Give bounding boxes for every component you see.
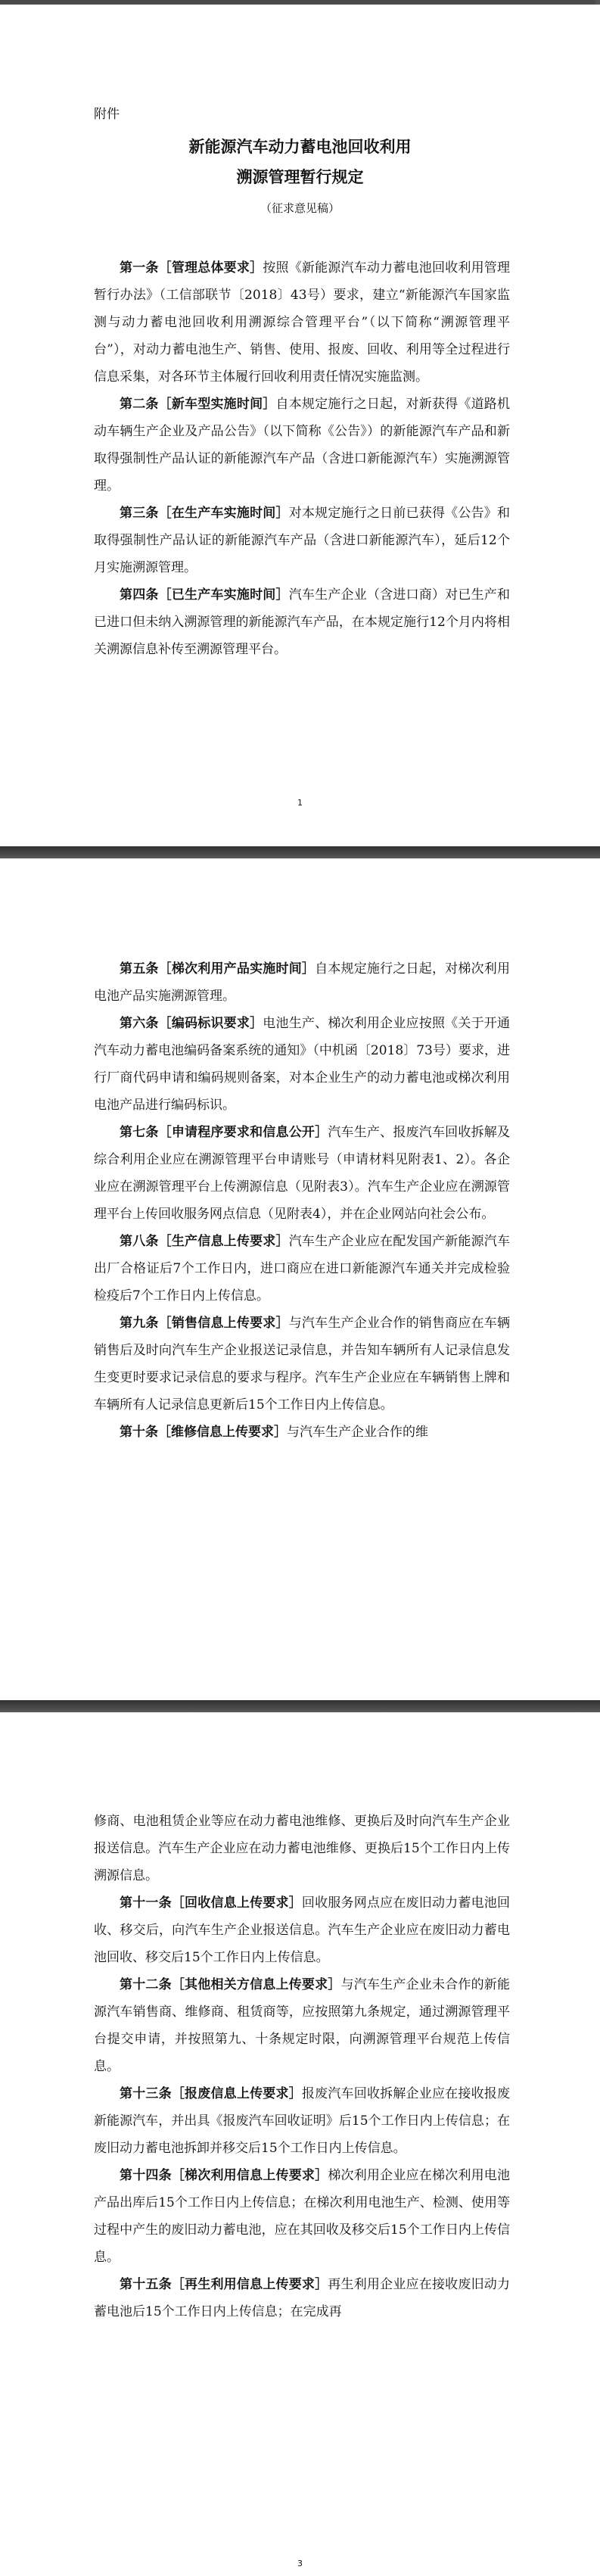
draft-note: （征求意见稿） xyxy=(260,201,340,215)
article-11-text: 回收服务网点应在废旧动力蓄电池回收、移交后，向汽车生产企业报送信息。汽车生产企业应在废旧动力蓄电池回收、移交后15个工作日内上传信息。 xyxy=(94,1895,511,1965)
article-12-head: 第十二条［其他相关方信息上传要求］ xyxy=(120,1977,341,1992)
article-15-head: 第十五条［再生利用信息上传要求］ xyxy=(120,2277,328,2292)
article-1-text: 按照《新能源汽车动力蓄电池回收利用管理暂行办法》（工信部联节〔2018〕43号）要求，建立“新能源汽车国家监测与动力蓄电池回收利用溯源综合管理平台”（以下简称“溯源管理平台”），对动力蓄电池生产、销售、使用、报废、回收、利用等全过程进行信息采集，对各环节主体履行回收利用责任情况实施监测。 xyxy=(94,260,511,385)
document-page-1 xyxy=(0,5,600,846)
article-10-continued: 修商、电池租赁企业等应在动力蓄电池维修、更换后及时向汽车生产企业报送信息。汽车生产企业应在动力蓄电池维修、更换后15个工作日内上传溯源信息。 xyxy=(94,1814,510,1883)
article-8-text: 汽车生产企业应在配发国产新能源汽车出厂合格证后7个工作日内，进口商应在进口新能源汽车通关并完成检验检疫后7个工作日内上传信息。 xyxy=(94,1234,511,1304)
article-5-text: 自本规定施行之日起，对梯次利用电池产品实施溯源管理。 xyxy=(94,961,511,1004)
article-2 xyxy=(94,391,510,500)
article-10-text: 与汽车生产企业合作的维 xyxy=(287,1425,428,1440)
document-page-2 xyxy=(0,858,600,1700)
page-number: 1 xyxy=(297,798,303,808)
article-11 xyxy=(94,1889,510,1971)
article-12-text: 与汽车生产企业未合作的新能源汽车销售商、维修商、租赁商等，应按照第九条规定，通过溯源管理平台提交申请，并按照第九、十条规定时限，向溯源管理平台规范上传信息。 xyxy=(94,1977,511,2074)
article-10-head: 第十条［维修信息上传要求］ xyxy=(120,1425,287,1440)
article-2-head: 第二条［新车型实施时间］ xyxy=(120,397,276,412)
article-1 xyxy=(94,254,510,391)
article-8-head: 第八条［生产信息上传要求］ xyxy=(120,1234,289,1249)
article-11-head: 第十一条［回收信息上传要求］ xyxy=(120,1895,302,1911)
article-9-text: 与汽车生产企业合作的销售商应在车辆销售后及时向汽车生产企业报送记录信息，并告知车辆所有人记录信息发生变更时要求记录信息的要求与程序。汽车生产企业应在车辆销售上牌和车辆所有人记录信息更新后15个工作日内上传信息。 xyxy=(94,1316,511,1413)
page3-body xyxy=(94,1808,510,2325)
article-7-head: 第七条［申请程序要求和信息公开］ xyxy=(120,1125,328,1140)
document-page-3 xyxy=(0,1712,600,2576)
article-3-head: 第三条［在生产车实施时间］ xyxy=(120,506,289,521)
page-separator xyxy=(0,1700,600,1712)
article-14-text: 梯次利用企业应在梯次利用电池产品出库后15个工作日内上传信息；在梯次利用电池生产、检测、使用等过程中产生的废旧动力蓄电池，应在其回收及移交后15个工作日内上传信息。 xyxy=(94,2168,511,2265)
article-13-head: 第十三条［报废信息上传要求］ xyxy=(120,2086,302,2101)
article-14 xyxy=(94,2162,510,2271)
article-7-text: 汽车生产、报废汽车回收拆解及综合利用企业应在溯源管理平台申请账号（申请材料见附表1、2）。各企业应在溯源管理平台上传溯源信息（见附表3）。汽车生产企业应在溯源管理平台上传回收服务网点信息（见附表4），并在企业网站向社会公布。 xyxy=(94,1125,511,1222)
article-5 xyxy=(94,955,510,1010)
article-15 xyxy=(94,2271,510,2325)
article-14-head: 第十四条［梯次利用信息上传要求］ xyxy=(120,2168,328,2183)
article-10 xyxy=(94,1419,510,1446)
article-1-head: 第一条［管理总体要求］ xyxy=(120,260,263,276)
article-12 xyxy=(94,1971,510,2080)
article-6 xyxy=(94,1010,510,1119)
page-number: 3 xyxy=(297,2559,303,2568)
article-4 xyxy=(94,581,510,663)
article-13 xyxy=(94,2080,510,2162)
article-13-text: 报废汽车回收拆解企业应在接收报废新能源汽车，并出具《报废汽车回收证明》后15个工作日内上传信息；在废旧动力蓄电池拆卸并移交后15个工作日内上传信息。 xyxy=(94,2086,511,2156)
article-3 xyxy=(94,500,510,581)
article-6-text: 电池生产、梯次利用企业应按照《关于开通汽车动力蓄电池编码备案系统的通知》（中机函〔2018〕73号）要求，进行厂商代码申请和编码规则备案，对本企业生产的动力蓄电池或梯次利用电池产品进行编码标识。 xyxy=(94,1016,511,1113)
article-6-head: 第六条［编码标识要求］ xyxy=(120,1016,263,1031)
article-9 xyxy=(94,1310,510,1419)
annex-label: 附件 xyxy=(94,107,120,122)
page-separator xyxy=(0,846,600,858)
article-4-head: 第四条［已生产车实施时间］ xyxy=(120,587,289,603)
article-4-text: 汽车生产企业（含进口商）对已生产和已进口但未纳入溯源管理的新能源汽车产品，在本规定施行12个月内将相关溯源信息补传至溯源管理平台。 xyxy=(94,587,511,657)
article-8 xyxy=(94,1228,510,1310)
article-9-head: 第九条［销售信息上传要求］ xyxy=(120,1316,289,1331)
article-15-text: 再生利用企业应在接收废旧动力蓄电池后15个工作日内上传信息；在完成再 xyxy=(94,2277,511,2319)
article-7 xyxy=(94,1119,510,1228)
page1-body xyxy=(94,254,510,663)
article-3-text: 对本规定施行之日前已获得《公告》和取得强制性产品认证的新能源汽车产品（含进口新能源汽车），延后12个月实施溯源管理。 xyxy=(94,506,511,575)
document-title-line1: 新能源汽车动力蓄电池回收利用 xyxy=(188,138,412,156)
page2-body xyxy=(94,955,510,1446)
document-title-line2: 溯源管理暂行规定 xyxy=(236,168,364,186)
article-2-text: 自本规定施行之日起，对新获得《道路机动车辆生产企业及产品公告》（以下简称《公告》）的新能源汽车产品和新取得强制性产品认证的新能源汽车产品（含进口新能源汽车）实施溯源管理。 xyxy=(94,397,511,494)
article-5-head: 第五条［梯次利用产品实施时间］ xyxy=(120,961,316,977)
